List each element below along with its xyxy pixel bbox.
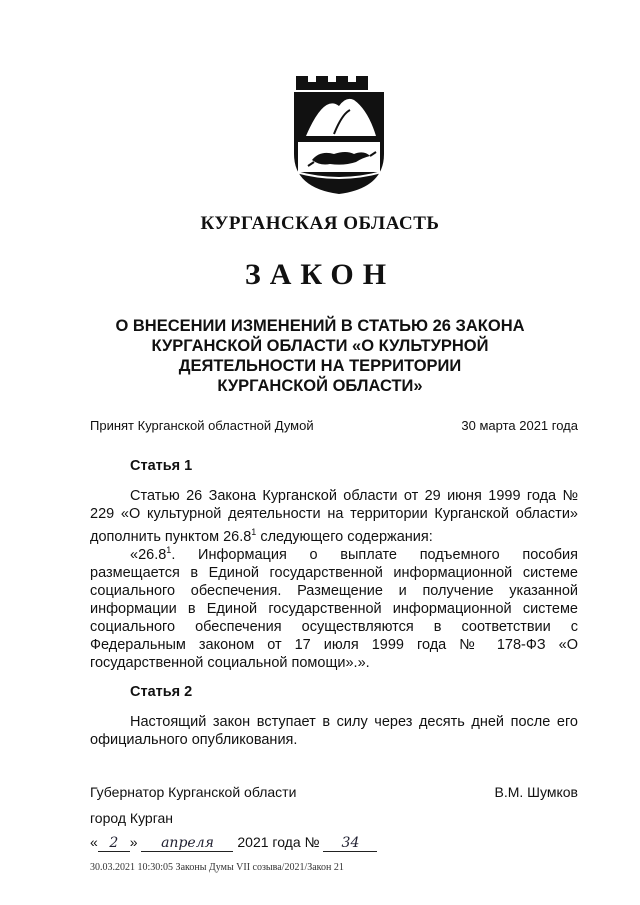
law-title-line: КУРГАНСКОЙ ОБЛАСТИ «О КУЛЬТУРНОЙ	[151, 337, 489, 355]
signer-name: В.М. Шумков	[494, 784, 578, 800]
article-1-heading: Статья 1	[130, 458, 193, 474]
handwritten-day: 2	[98, 835, 130, 852]
superscript: 1	[251, 527, 257, 537]
coat-of-arms-icon	[284, 66, 394, 196]
law-title-line: О ВНЕСЕНИИ ИЗМЕНЕНИЙ В СТАТЬЮ 26 ЗАКОНА	[115, 317, 525, 335]
document-type: ЗАКОН	[244, 258, 396, 291]
article-1-item-number: «26.8	[130, 546, 167, 563]
adopted-by: Принят Курганской областной Думой	[90, 418, 314, 433]
year-and-number-label: 2021 года №	[237, 834, 320, 850]
region-title: КУРГАНСКАЯ ОБЛАСТЬ	[200, 213, 440, 234]
law-title	[90, 316, 550, 396]
law-title-line: ДЕЯТЕЛЬНОСТИ НА ТЕРРИТОРИИ	[178, 357, 462, 375]
handwritten-month: апреля	[141, 835, 233, 852]
article-1-item	[90, 541, 578, 672]
open-quote: «	[90, 834, 98, 850]
article-2-body: Настоящий закон вступает в силу через десять дней после его официального опубликования.	[90, 714, 578, 748]
article-2-heading: Статья 2	[130, 684, 193, 700]
article-1-intro-text: Статью 26 Закона Курганской области от 29 июня 1999 года № 229 «О культурной деятельности на территории Курганской области» дополнить пунктом 26.8	[90, 488, 578, 545]
superscript: 1	[166, 545, 172, 555]
article-1-item-text: . Информация о выплате подъемного пособия размещается в Единой государственной информационной системе социального обеспечения. Размещение и получение указанной информации в Единой государственной информационной системе социального обеспечения осуществляются в соответствии с Федеральным законом от 17 июля 1999 года № 178-ФЗ «О государственной социальной помощи».».	[90, 546, 578, 671]
article-1-intro-tail: следующего содержания:	[256, 528, 433, 545]
article-2-text	[90, 713, 578, 749]
handwritten-number: 34	[323, 835, 377, 852]
footer-file-reference: 30.03.2021 10:30:05 Законы Думы VII созыва/2021/Закон 21	[90, 862, 344, 873]
article-1-intro	[90, 487, 578, 546]
adoption-date: 30 марта 2021 года	[461, 418, 578, 433]
signing-city: город Курган	[90, 810, 174, 826]
law-title-line: КУРГАНСКОЙ ОБЛАСТИ»	[217, 377, 423, 395]
signing-date-line	[90, 834, 377, 852]
close-quote: »	[129, 834, 138, 850]
signer-position: Губернатор Курганской области	[90, 784, 297, 800]
